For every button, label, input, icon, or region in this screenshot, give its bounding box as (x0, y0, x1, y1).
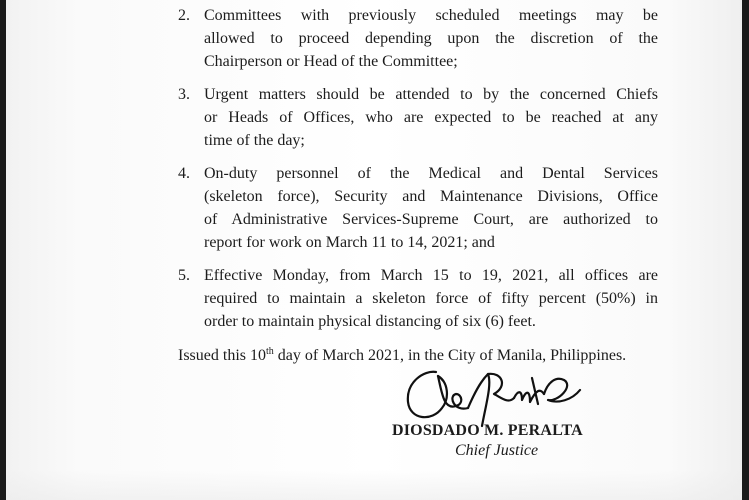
issued-prefix: Issued this 10 (178, 347, 266, 364)
issued-suffix: day of March 2021, in the City of Manila, Philippines. (273, 347, 627, 364)
item-line: (skeleton force), Security and Maintenance Divisions, Office (204, 188, 658, 205)
signatory-name: DIOSDADO M. PERALTA (392, 422, 583, 439)
list-item-5 (178, 264, 658, 333)
item-text (204, 264, 658, 333)
item-text (204, 162, 658, 254)
item-line: report for work on March 11 to 14, 2021; and (204, 234, 495, 251)
item-line: allowed to proceed depending upon the discretion of the (204, 30, 658, 47)
item-line: On-duty personnel of the Medical and Dental Services (204, 165, 658, 182)
item-line: or Heads of Offices, who are expected to be reached at any (204, 109, 658, 126)
item-line: Urgent matters should be attended to by the concerned Chiefs (204, 86, 658, 103)
list-item-3 (178, 83, 658, 152)
item-text (204, 83, 658, 152)
ordinal-suffix: th (266, 346, 274, 357)
item-line: required to maintain a skeleton force of fifty percent (50%) in (204, 290, 658, 307)
list-item-4 (178, 162, 658, 254)
document-page (6, 0, 742, 500)
item-number: 3. (178, 86, 190, 103)
list-item-2 (178, 4, 658, 73)
item-number: 5. (178, 267, 190, 284)
item-line: time of the day; (204, 132, 305, 149)
signatory-title: Chief Justice (455, 442, 539, 459)
item-line: order to maintain physical distancing of six (6) feet. (204, 313, 536, 330)
item-line: Effective Monday, from March 15 to 19, 2021, all offices are (204, 267, 658, 284)
item-number: 2. (178, 7, 190, 24)
item-line: Chairperson or Head of the Committee; (204, 53, 458, 70)
handwritten-signature (398, 364, 588, 430)
item-line: of Administrative Services-Supreme Court, are authorized to (204, 211, 658, 228)
item-text (204, 4, 658, 73)
item-line: Committees with previously scheduled meetings may be (204, 7, 658, 24)
item-number: 4. (178, 165, 190, 182)
